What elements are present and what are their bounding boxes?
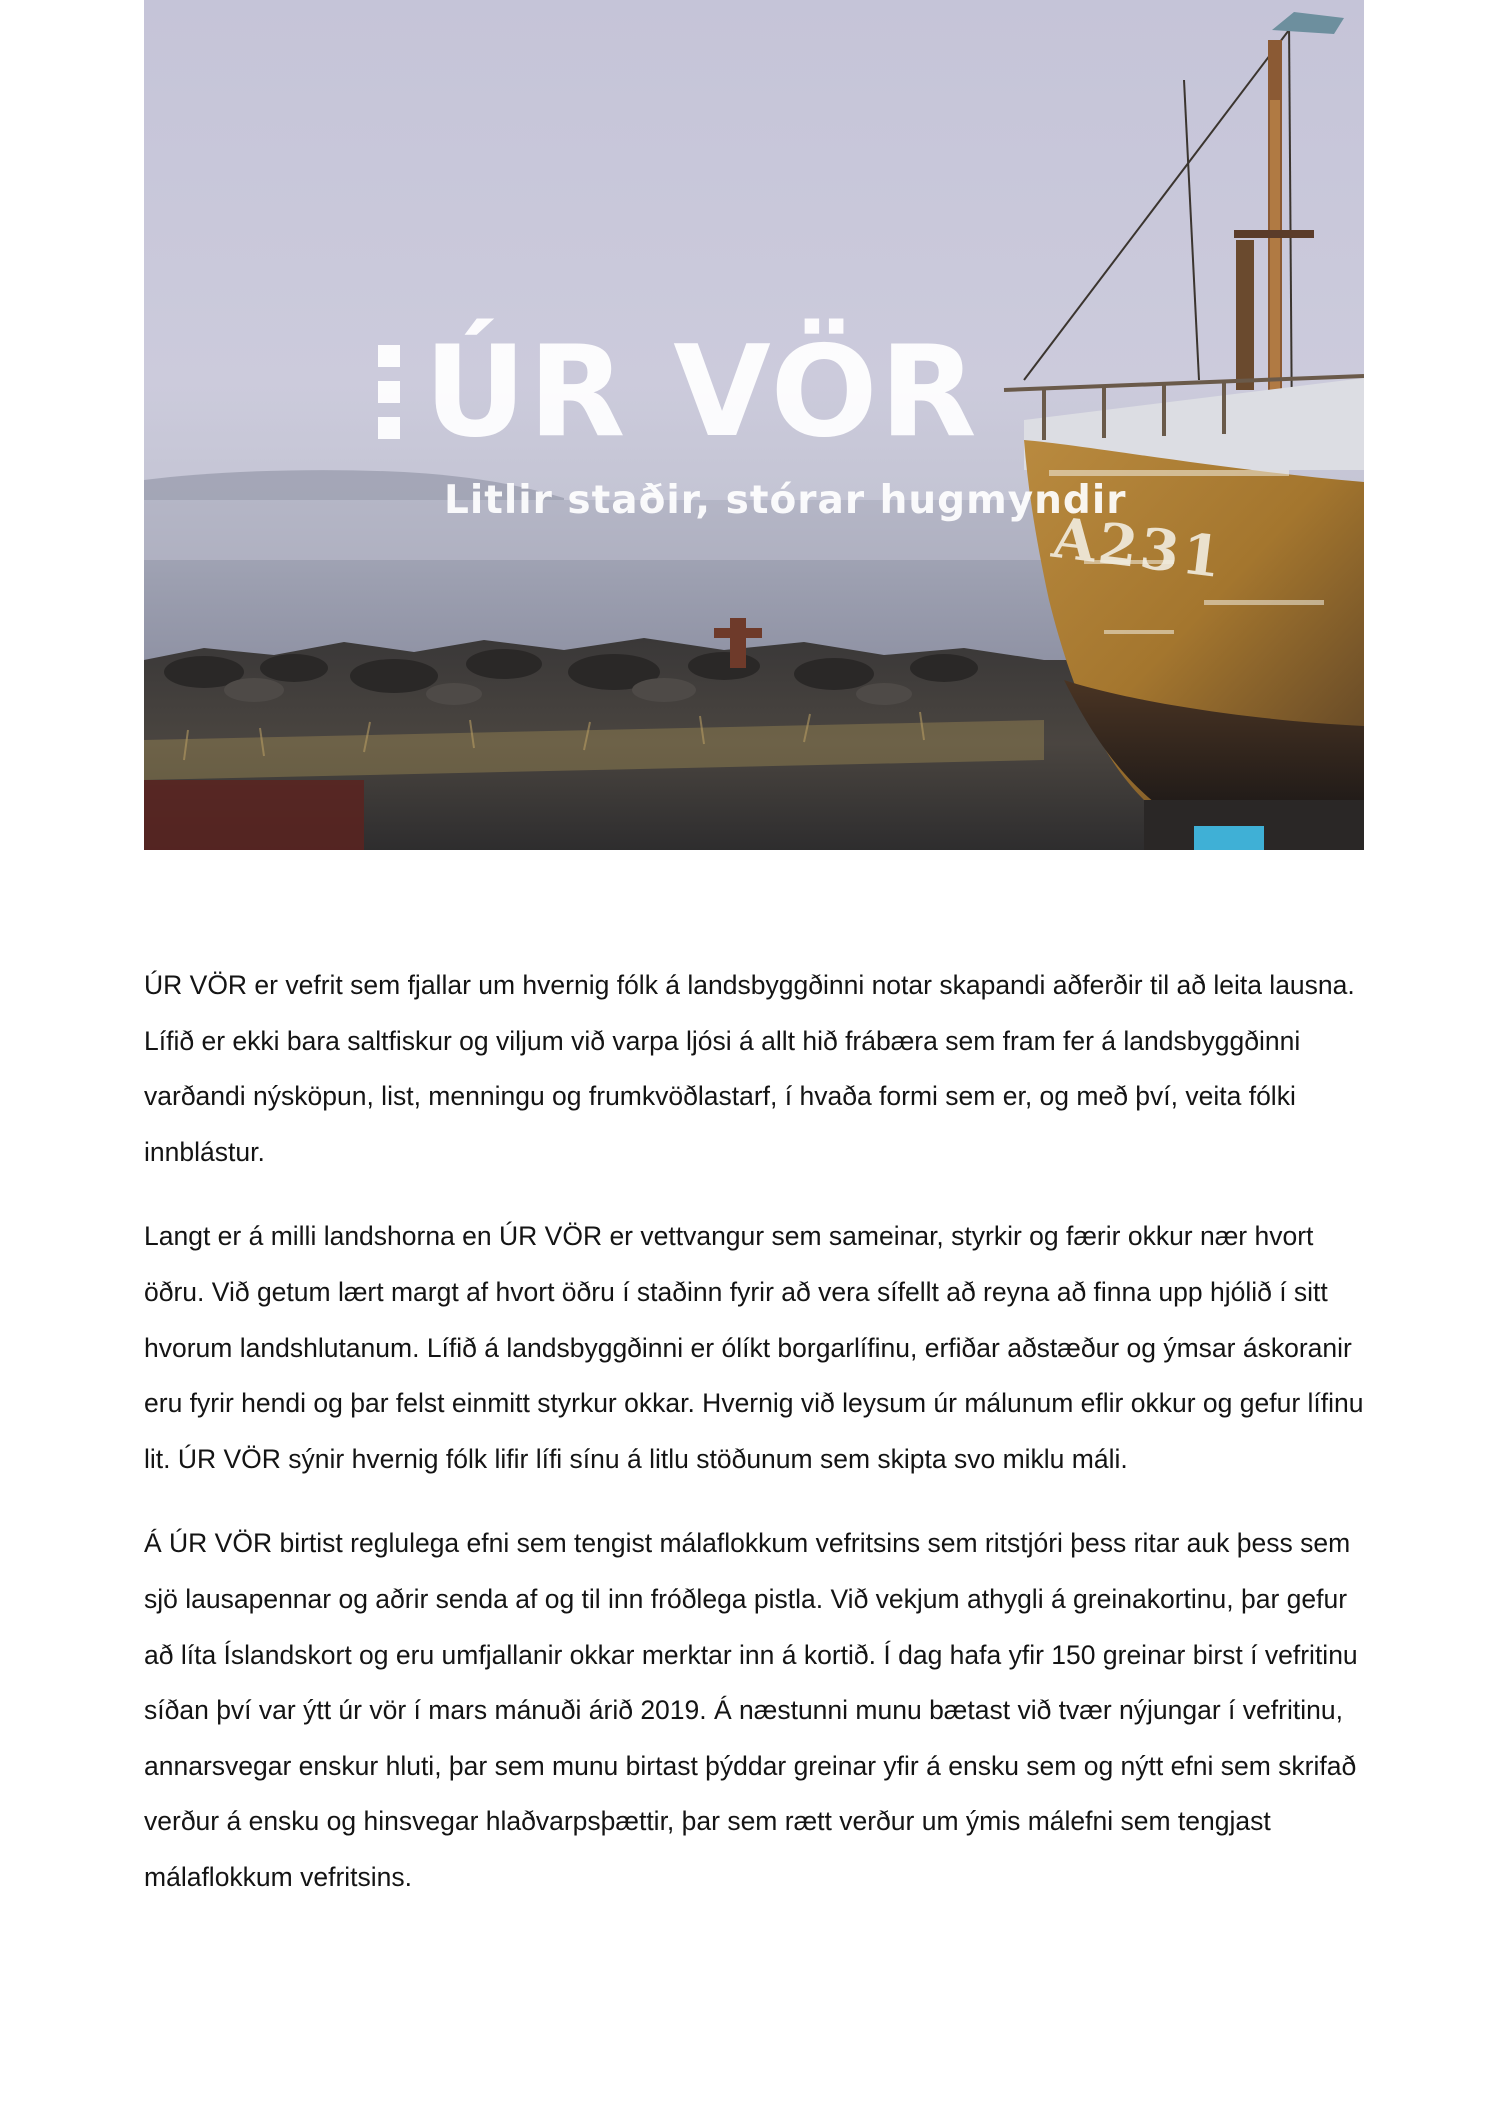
ur-vor-logo xyxy=(378,318,979,465)
boat-hull-number: A231 xyxy=(1048,504,1228,592)
logo-text: ÚR VÖR xyxy=(424,318,979,465)
article-paragraph-3: Á ÚR VÖR birtist reglulega efni sem tengist málaflokkum vefritsins sem ritstjóri þess ritar auk þess sem sjö lausapennar og aðrir senda af og til inn fróðlega pistla. Við vekjum athygli á greinakortinu, þar gefur að líta Íslandskort og eru umfjallanir okkar merktar inn á kortið. Í dag hafa yfir 150 greinar birst í vefritinu síðan því var ýtt úr vör í mars mánuði árið 2019. Á næstunni munu bætast við tvær nýjungar í vefritinu, annarsvegar enskur hluti, þar sem munu birtast þýddar greinar yfir á ensku sem og nýtt efni sem skrifað verður á ensku og hinsvegar hlaðvarpsþættir, þar sem rætt verður um ýmis málefni sem tengjast málaflokkum vefritsins. xyxy=(144,1528,1358,1892)
logo-dots-icon xyxy=(378,345,400,439)
article-body xyxy=(144,958,1369,1935)
article-paragraph-1: ÚR VÖR er vefrit sem fjallar um hvernig fólk á landsbyggðinni notar skapandi aðferðir til að leita lausna. Lífið er ekki bara saltfiskur og viljum við varpa ljósi á allt hið frábæra sem fram fer á landsbyggðinni varðandi nýsköpun, list, menningu og frumkvöðlastarf, í hvaða formi sem er, og með því, veita fólki innblástur. xyxy=(144,970,1355,1167)
hero-image xyxy=(144,0,1364,850)
tagline: Litlir staðir, stórar hugmyndir xyxy=(444,478,1127,523)
article-paragraph-2: Langt er á milli landshorna en ÚR VÖR er vettvangur sem sameinar, styrkir og færir okkur nær hvort öðru. Við getum lært margt af hvort öðru í staðinn fyrir að vera sífellt að reyna að finna upp hjólið í sitt hvorum landshlutanum. Lífið á landsbyggðinni er ólíkt borgarlífinu, erfiðar aðstæður og ýmsar áskoranir eru fyrir hendi og þar felst einmitt styrkur okkar. Hvernig við leysum úr málunum eflir okkur og gefur lífinu lit. ÚR VÖR sýnir hvernig fólk lifir lífi sínu á litlu stöðunum sem skipta svo miklu máli. xyxy=(144,1221,1364,1474)
